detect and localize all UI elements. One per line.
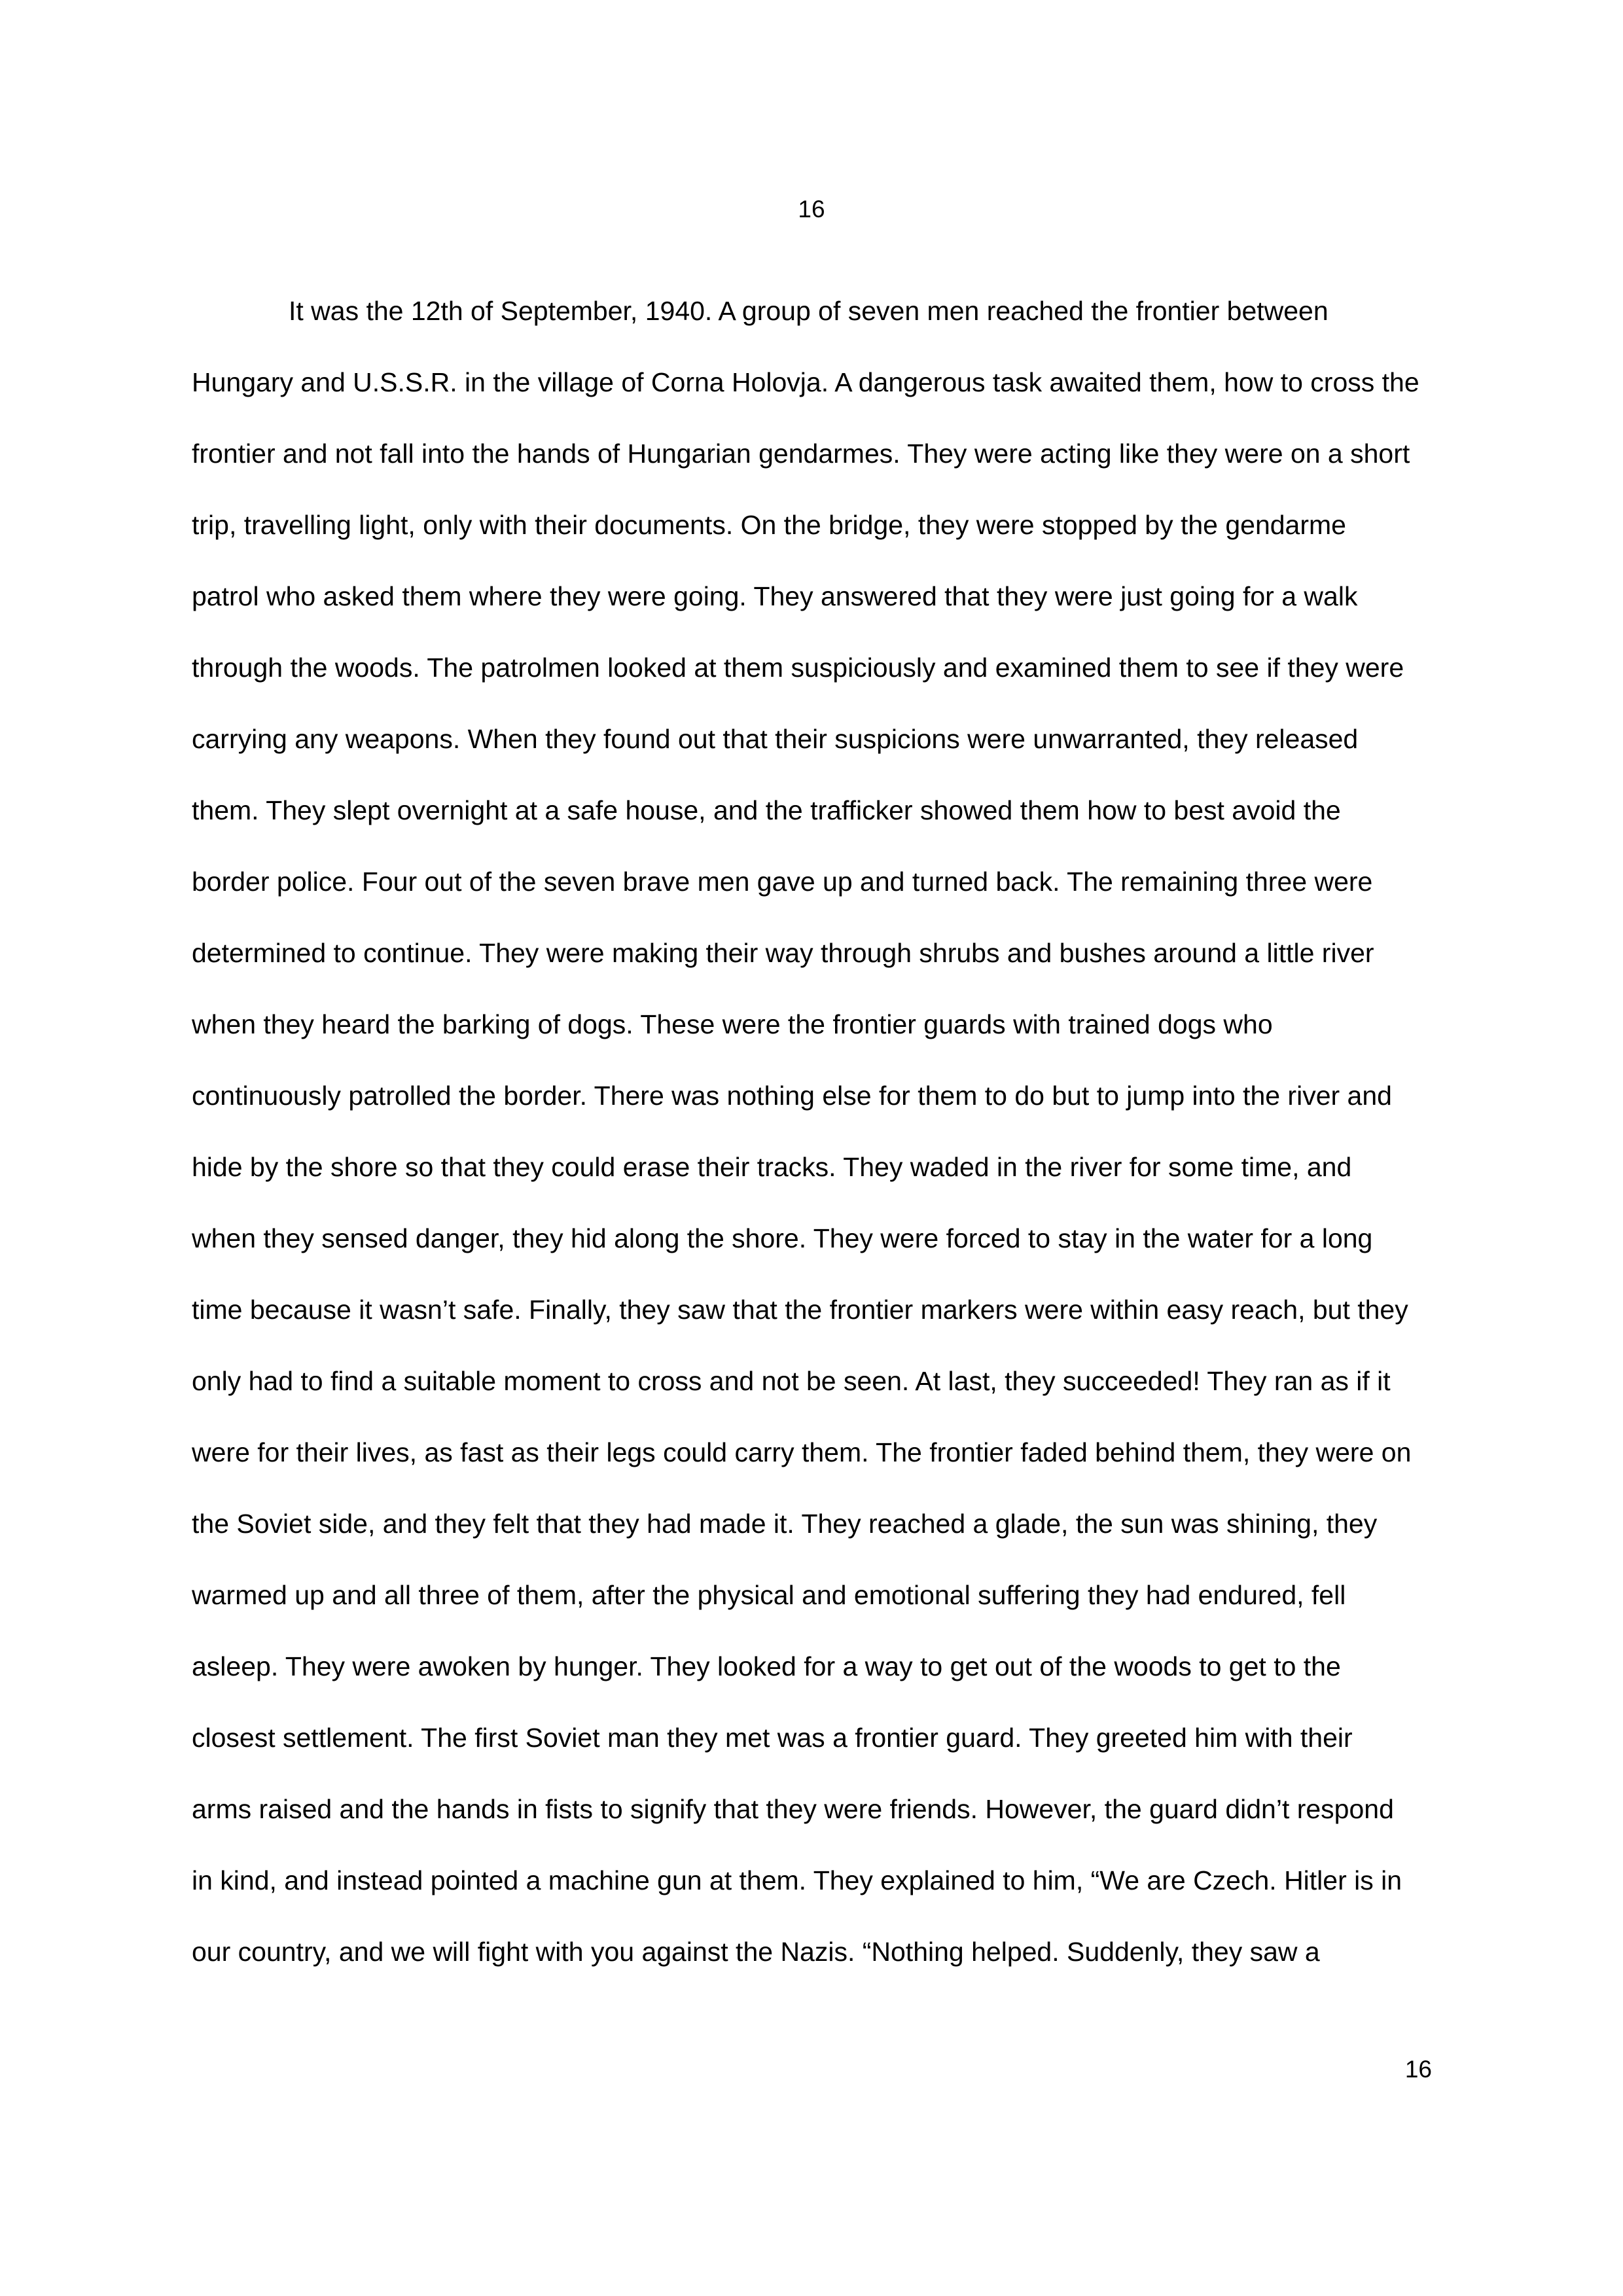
text-line: closest settlement. The first Soviet man they met was a frontier guard. They greeted him with their (192, 1723, 1353, 1753)
text-line: in kind, and instead pointed a machine gun at them. They explained to him, “We are Czech. Hitler is in (192, 1865, 1402, 1895)
text-line: hide by the shore so that they could erase their tracks. They waded in the river for some time, and (192, 1152, 1352, 1182)
text-line: were for their lives, as fast as their legs could carry them. The frontier faded behind them, they were on (192, 1437, 1412, 1467)
text-line: them. They slept overnight at a safe house, and the trafficker showed them how to best avoid the (192, 795, 1341, 825)
text-line: patrol who asked them where they were going. They answered that they were just going for a walk (192, 581, 1358, 611)
body-paragraph (192, 291, 1439, 2003)
text-line: determined to continue. They were making their way through shrubs and bushes around a little river (192, 938, 1374, 968)
text-line: warmed up and all three of them, after the physical and emotional suffering they had endured, fell (192, 1580, 1346, 1610)
text-line: trip, travelling light, only with their documents. On the bridge, they were stopped by the gendarme (192, 510, 1346, 540)
text-line: It was the 12th of September, 1940. A group of seven men reached the frontier between (289, 296, 1329, 326)
text-line: time because it wasn’t safe. Finally, they saw that the frontier markers were within easy reach, but they (192, 1295, 1408, 1325)
text-line: when they sensed danger, they hid along the shore. They were forced to stay in the water for a long (192, 1223, 1373, 1253)
text-line: only had to find a suitable moment to cross and not be seen. At last, they succeeded! They ran as if it (192, 1366, 1391, 1396)
text-line: arms raised and the hands in fists to signify that they were friends. However, the guard didn’t respond (192, 1794, 1394, 1824)
text-line: the Soviet side, and they felt that they had made it. They reached a glade, the sun was shining, they (192, 1509, 1378, 1539)
text-line: continuously patrolled the border. There was nothing else for them to do but to jump into the river and (192, 1081, 1392, 1111)
text-line: through the woods. The patrolmen looked at them suspiciously and examined them to see if they were (192, 653, 1404, 683)
text-line: our country, and we will fight with you against the Nazis. “Nothing helped. Suddenly, they saw a (192, 1937, 1320, 1967)
text-line: frontier and not fall into the hands of Hungarian gendarmes. They were acting like they were on a short (192, 439, 1410, 469)
text-line: asleep. They were awoken by hunger. They looked for a way to get out of the woods to get to the (192, 1651, 1341, 1681)
page-number-top: 16 (798, 196, 825, 223)
text-line: Hungary and U.S.S.R. in the village of Corna Holovja. A dangerous task awaited them, how to cross the (192, 367, 1419, 397)
text-line: when they heard the barking of dogs. These were the frontier guards with trained dogs who (192, 1009, 1273, 1039)
page-number-bottom: 16 (1404, 2056, 1432, 2083)
text-line: border police. Four out of the seven brave men gave up and turned back. The remaining three were (192, 867, 1373, 897)
text-line: carrying any weapons. When they found out that their suspicions were unwarranted, they released (192, 724, 1359, 754)
